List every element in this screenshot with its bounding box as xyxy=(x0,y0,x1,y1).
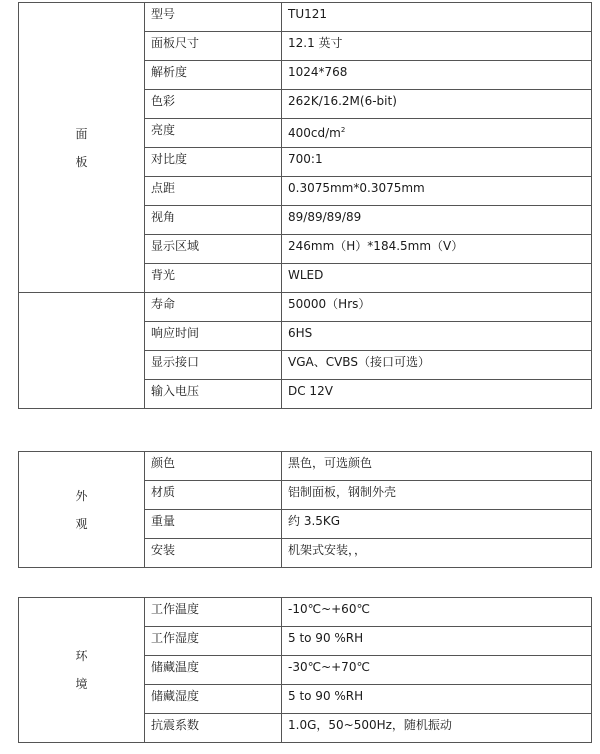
spec-value: 机架式安装，， xyxy=(282,539,592,568)
brightness-value: 400cd/m xyxy=(288,126,341,140)
group-label-char: 面 xyxy=(75,126,88,141)
table-row xyxy=(19,452,592,481)
spec-value: 5 to 90 %RH xyxy=(282,627,592,656)
spec-value: -10℃~+60℃ xyxy=(282,598,592,627)
spec-label: 背光 xyxy=(145,264,282,293)
spec-value: TU121 xyxy=(282,3,592,32)
group-label-char: 境 xyxy=(75,677,88,691)
spec-value: 1024*768 xyxy=(282,61,592,90)
spec-value: 89/89/89/89 xyxy=(282,206,592,235)
spec-value: 12.1 英寸 xyxy=(282,32,592,61)
spec-label: 亮度 xyxy=(145,119,282,148)
spec-label: 显示区域 xyxy=(145,235,282,264)
spec-value: 约 3.5KG xyxy=(282,510,592,539)
spec-label: 工作湿度 xyxy=(145,627,282,656)
spec-label: 工作温度 xyxy=(145,598,282,627)
environment-spec-table xyxy=(18,597,592,743)
spec-label: 对比度 xyxy=(145,148,282,177)
table-row xyxy=(19,3,592,32)
spec-label: 点距 xyxy=(145,177,282,206)
spec-label: 重量 xyxy=(145,510,282,539)
spec-label: 安装 xyxy=(145,539,282,568)
spec-value: 246mm（H）*184.5mm（V） xyxy=(282,235,592,264)
appearance-spec-table xyxy=(18,451,592,568)
group-label-char: 环 xyxy=(75,649,88,663)
appearance-group-cell xyxy=(19,452,145,568)
spec-label: 储藏温度 xyxy=(145,656,282,685)
spec-value: 700:1 xyxy=(282,148,592,177)
spec-value xyxy=(282,119,592,148)
spec-value: 黑色，可选颜色 xyxy=(282,452,592,481)
spec-label: 视角 xyxy=(145,206,282,235)
spec-value: WLED xyxy=(282,264,592,293)
spec-value: 1.0G，50~500Hz，随机振动 xyxy=(282,714,592,743)
spec-value: VGA、CVBS（接口可选） xyxy=(282,351,592,380)
spec-value: 6HS xyxy=(282,322,592,351)
group-label-char: 外 xyxy=(75,488,88,503)
spec-label: 显示接口 xyxy=(145,351,282,380)
spec-value: 铝制面板，钢制外壳 xyxy=(282,481,592,510)
spec-label: 寿命 xyxy=(145,293,282,322)
spec-label: 抗震系数 xyxy=(145,714,282,743)
spec-label: 材质 xyxy=(145,481,282,510)
spec-value: -30℃~+70℃ xyxy=(282,656,592,685)
group-label-char: 板 xyxy=(75,154,88,169)
spec-label: 响应时间 xyxy=(145,322,282,351)
table-row xyxy=(19,598,592,627)
spec-value: 50000（Hrs） xyxy=(282,293,592,322)
panel-spec-table xyxy=(18,2,592,409)
table-row xyxy=(19,293,592,322)
spec-label: 颜色 xyxy=(145,452,282,481)
spec-value: DC 12V xyxy=(282,380,592,409)
spec-label: 储藏湿度 xyxy=(145,685,282,714)
group-label-char: 观 xyxy=(75,516,88,531)
spec-value: 5 to 90 %RH xyxy=(282,685,592,714)
spec-label: 色彩 xyxy=(145,90,282,119)
empty-group-cell xyxy=(19,293,145,409)
spec-value: 0.3075mm*0.3075mm xyxy=(282,177,592,206)
spec-label: 解析度 xyxy=(145,61,282,90)
spec-label: 型号 xyxy=(145,3,282,32)
spec-label: 面板尺寸 xyxy=(145,32,282,61)
unit-superscript: 2 xyxy=(340,126,346,134)
panel-group-cell xyxy=(19,3,145,293)
spec-label: 输入电压 xyxy=(145,380,282,409)
environment-group-cell xyxy=(19,598,145,743)
spec-value: 262K/16.2M(6-bit) xyxy=(282,90,592,119)
